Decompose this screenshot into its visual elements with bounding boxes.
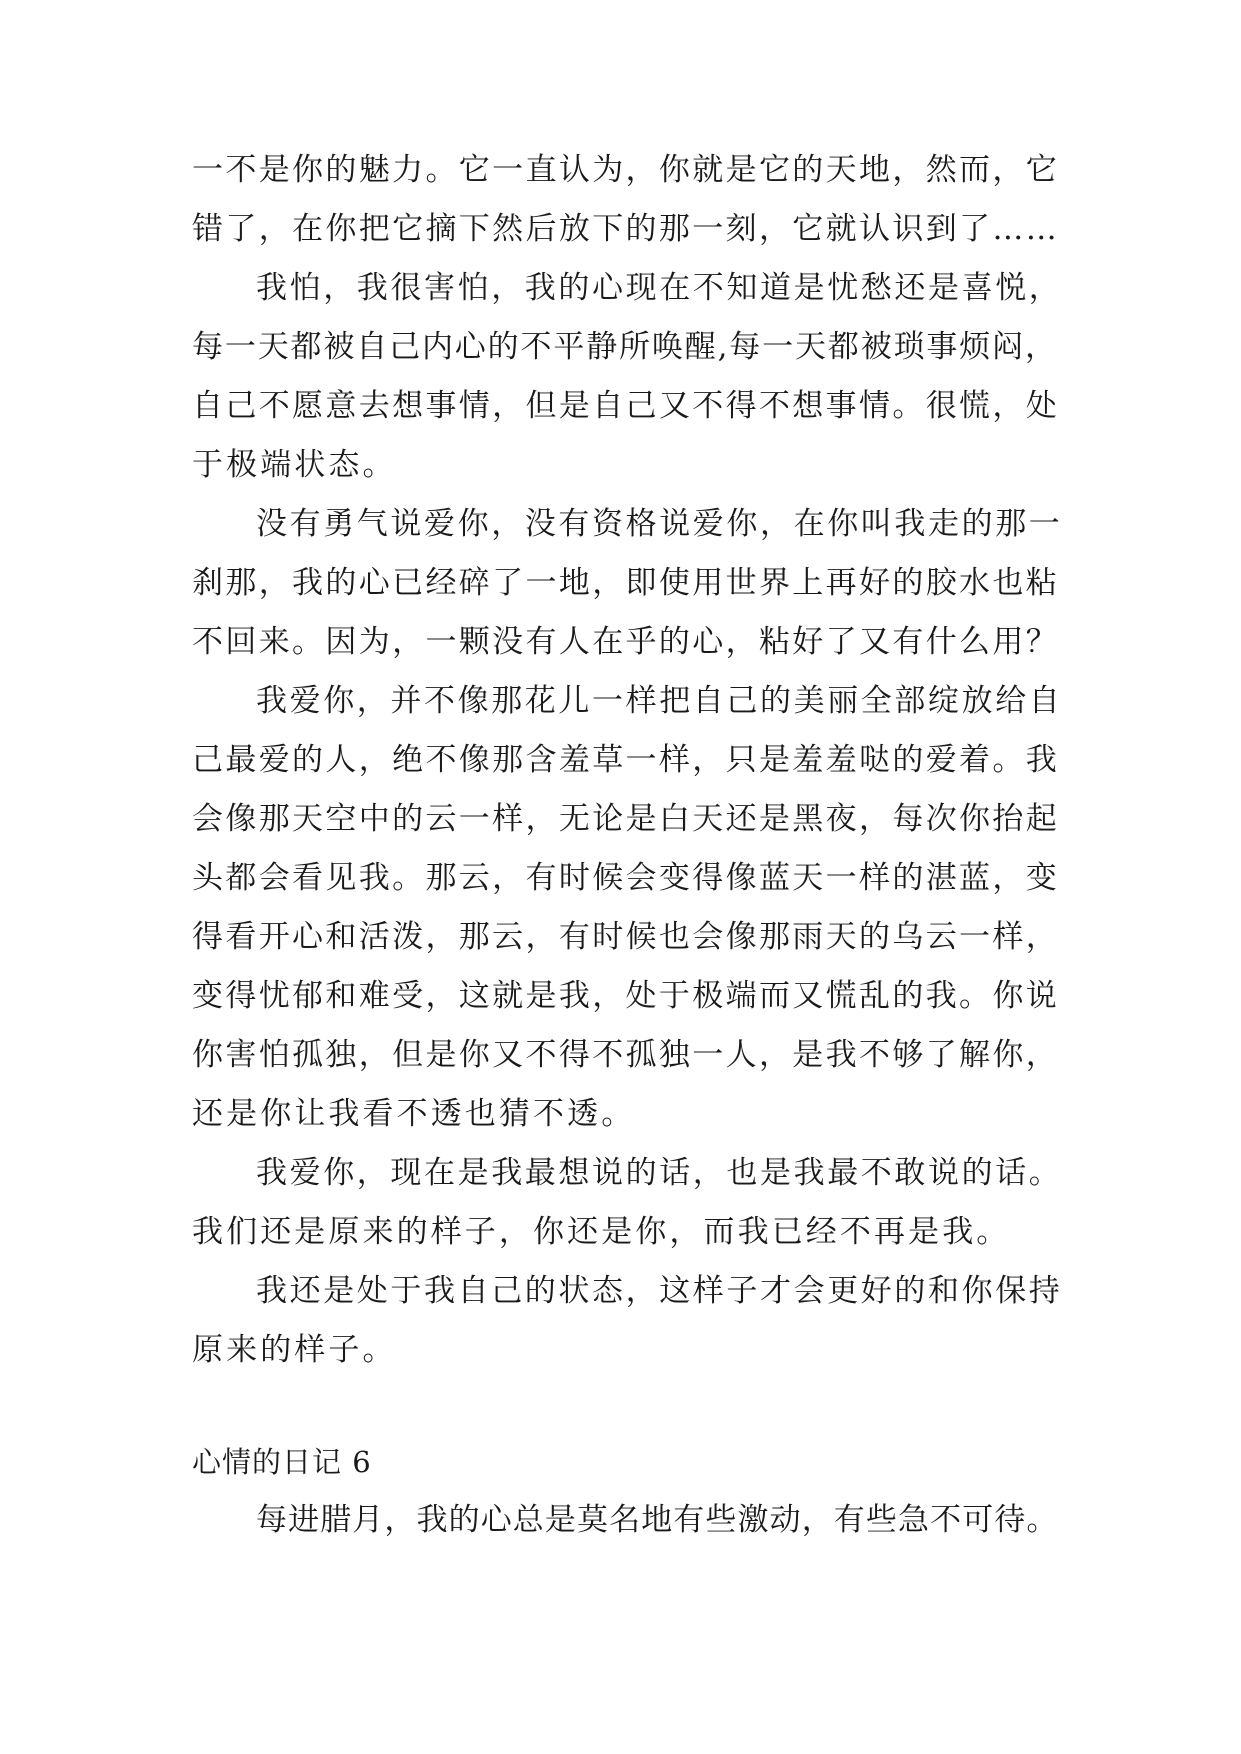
paragraph-start: 我爱你，并不像那花儿一样把自己的美丽全部绽放给自 [256, 683, 1063, 719]
text-line: 变得忧郁和难受，这就是我，处于极端而又慌乱的我。你说 [192, 978, 1060, 1014]
paragraph-start: 我还是处于我自己的状态，这样子才会更好的和你保持 [256, 1273, 1063, 1309]
section-title: 心情的日记 6 [192, 1445, 372, 1479]
text-line: 每一天都被自己内心的不平静所唤醒,每一天都被琐事烦闷， [192, 329, 1058, 365]
paragraph-start: 每进腊月，我的心总是莫名地有些激动，有些急不可待。 [256, 1502, 1059, 1538]
text-line: 得看开心和活泼，那云，有时候也会像那雨天的乌云一样， [192, 919, 1060, 955]
text-line: 刹那，我的心已经碎了一地，即使用世界上再好的胶水也粘 [192, 565, 1060, 601]
text-line: 我们还是原来的样子，你还是你，而我已经不再是我。 [192, 1214, 1011, 1250]
text-line: 会像那天空中的云一样，无论是白天还是黑夜，每次你抬起 [192, 801, 1060, 837]
paragraph-start: 我怕，我很害怕，我的心现在不知道是忧愁还是喜悦， [256, 270, 1063, 306]
text-line: 一不是你的魅力。它一直认为，你就是它的天地，然而，它 [192, 152, 1060, 188]
text-line: 于极端状态。 [192, 447, 397, 483]
text-line: 不回来。因为，一颗没有人在乎的心，粘好了又有什么用？ [192, 624, 1060, 660]
text-line: 原来的样子。 [192, 1332, 397, 1368]
paragraph-start: 我爱你，现在是我最想说的话，也是我最不敢说的话。 [256, 1155, 1063, 1191]
text-line: 自己不愿意去想事情，但是自己又不得不想事情。很慌，处 [192, 388, 1060, 424]
paragraph-start: 没有勇气说爱你，没有资格说爱你，在你叫我走的那一 [256, 506, 1063, 542]
text-line: 错了，在你把它摘下然后放下的那一刻，它就认识到了…… [192, 211, 1060, 247]
text-line: 还是你让我看不透也猜不透。 [192, 1096, 636, 1132]
text-line: 己最爱的人，绝不像那含羞草一样，只是羞羞哒的爱着。我 [192, 742, 1060, 778]
text-line: 你害怕孤独，但是你又不得不孤独一人，是我不够了解你， [192, 1037, 1060, 1073]
text-line: 头都会看见我。那云，有时候会变得像蓝天一样的湛蓝，变 [192, 860, 1060, 896]
